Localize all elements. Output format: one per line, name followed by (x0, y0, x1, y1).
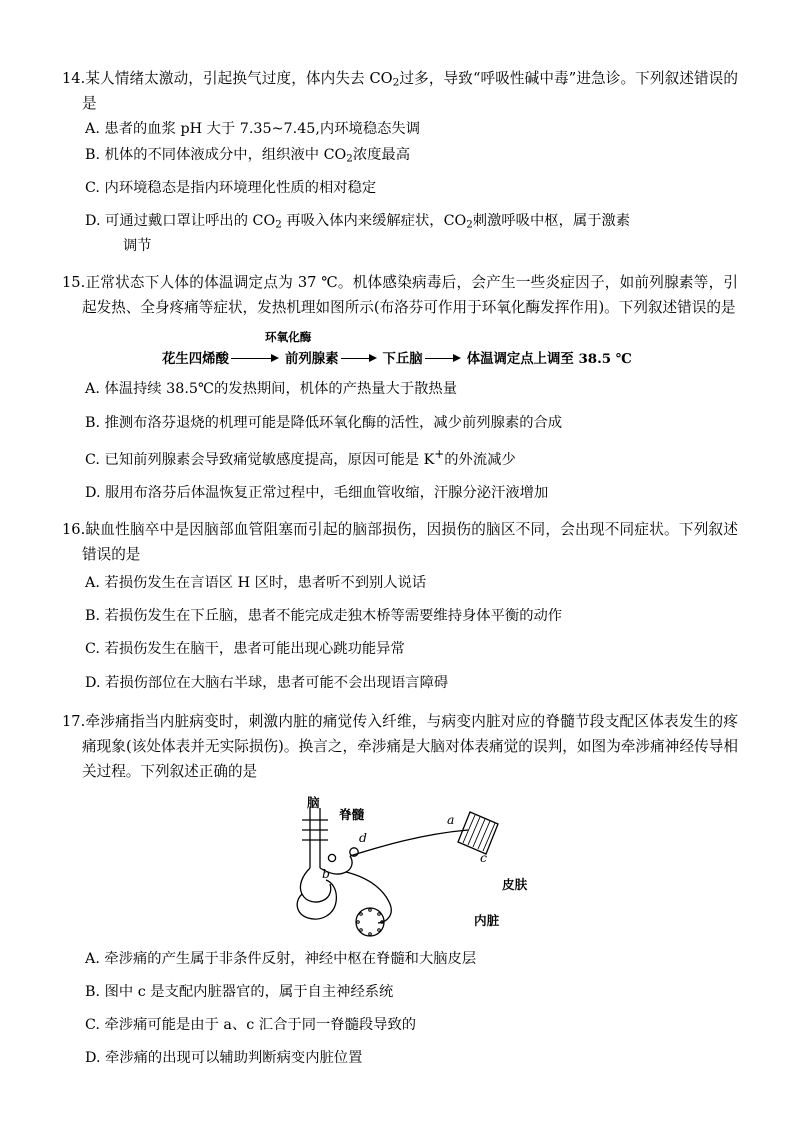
question-14-option-c: C. 内环境稳态是指内环境理化性质的相对稳定 (85, 179, 377, 196)
question-16-stem (62, 517, 738, 567)
question-14-stem (62, 66, 738, 116)
referred-pain-schematic (272, 790, 602, 940)
question-17-option-d: D. 牵涉痛的出现可以辅助判断病变内脏位置 (85, 1050, 363, 1067)
figure-label-brain: 脑 (307, 794, 320, 810)
fever-pathway-figure (62, 328, 738, 374)
figure-label-viscera: 内脏 (474, 912, 500, 928)
arrow-icon (231, 352, 283, 364)
question-16-option-b: B. 若损伤发生在下丘脑，患者不能完成走独木桥等需要维持身体平衡的动作 (85, 608, 563, 625)
question-15-text: 正常状态下人体的体温调定点为 37 ℃。机体感染病毒后，会产生一些炎症因子，如前列腺素等，引起发热、全身疼痛等症状，发热机理如图所示(布洛芬可作用于环氧化酶发挥作用)。下列叙述错误的是 (82, 274, 738, 317)
question-17-option-c: C. 牵涉痛可能是由于 a、c 汇合于同一脊髓段导致的 (85, 1017, 417, 1034)
question-14-option-a: A. 患者的血浆 pH 大于 7.35~7.45,内环境稳态失调 (85, 121, 421, 138)
question-14-text: 某人情绪太激动，引起换气过度，体内失去 $CO_2$过多，导致“呼吸性碱中毒”进急诊。下列叙述错误的是 (82, 70, 738, 113)
question-15-stem (62, 270, 738, 320)
question-17-stem (62, 709, 738, 784)
figure-label-spinal-cord: 脊髓 (339, 806, 365, 822)
figure-path-label-c: c (480, 849, 487, 865)
arrow-icon (341, 352, 381, 364)
question-15-number: 15. (62, 274, 86, 292)
figure-enzyme-label: 环氧化酶 (265, 330, 312, 345)
figure-node-hypothalamus: 下丘脑 (382, 351, 423, 368)
question-14-option-d-cont: 调节 (123, 238, 152, 255)
question-16 (62, 517, 738, 695)
figure-node-prostaglandin: 前列腺素 (284, 351, 339, 368)
figure-path-label-d: d (359, 829, 367, 845)
question-16-option-c: C. 若损伤发生在脑干，患者可能出现心跳功能异常 (85, 641, 405, 658)
question-14-option-b: B. 机体的不同体液成分中，组织液中 $CO_2$浓度最高 (85, 146, 410, 164)
question-14 (62, 66, 738, 258)
question-17 (62, 709, 738, 1071)
question-15-option-c: C. 已知前列腺素会导致痛觉敏感度提高，原因可能是 K+的外流减少 (85, 446, 516, 468)
question-14-number: 14. (62, 70, 86, 87)
question-16-number: 16. (62, 520, 86, 538)
question-17-number: 17. (62, 712, 86, 730)
question-16-option-d: D. 若损伤部位在大脑右半球，患者可能不会出现语言障碍 (85, 674, 449, 691)
question-16-text: 缺血性脑卒中是因脑部血管阻塞而引起的脑部损伤，因损伤的脑区不同，会出现不同症状。下列叙述错误的是 (82, 520, 738, 563)
referred-pain-figure (62, 790, 738, 942)
question-14-option-d: D. 可通过戴口罩让呼出的 $CO_2$ 再吸入体内来缓解症状，$CO_2$刺激呼吸中枢，属于激素 (85, 212, 631, 231)
question-15-option-d: D. 服用布洛芬后体温恢复正常过程中，毛细血管收缩，汗腺分泌汗液增加 (85, 484, 549, 501)
figure-path-label-b: b (322, 865, 330, 881)
question-17-option-a: A. 牵涉痛的产生属于非条件反射，神经中枢在脊髓和大脑皮层 (85, 950, 477, 967)
figure-node-setpoint: 体温调定点上调至 38.5 ℃ (466, 351, 632, 368)
arrow-icon (425, 352, 465, 364)
question-17-text: 牵涉痛指当内脏病变时，刺激内脏的痛觉传入纤维，与病变内脏对应的脊髓节段支配区体表发生的疼痛现象(该处体表并无实际损伤)。换言之，牵涉痛是大脑对体表痛觉的误判，如图为牵涉痛神经传导相关过程。下列叙述正确的是 (82, 712, 738, 780)
figure-node-arachidonic-acid: 花生四烯酸 (162, 351, 229, 368)
figure-path-label-a: a (447, 811, 455, 827)
question-15-option-a: A. 体温持续 38.5℃的发热期间，机体的产热量大于散热量 (85, 381, 458, 398)
question-16-option-a: A. 若损伤发生在言语区 H 区时，患者听不到别人说话 (85, 575, 427, 592)
question-15 (62, 270, 738, 505)
question-15-option-b: B. 推测布洛芬退烧的机理可能是降低环氧化酶的活性，减少前列腺素的合成 (85, 414, 563, 431)
question-17-option-b: B. 图中 c 是支配内脏器官的，属于自主神经系统 (85, 984, 394, 1001)
figure-label-skin: 皮肤 (502, 876, 528, 892)
